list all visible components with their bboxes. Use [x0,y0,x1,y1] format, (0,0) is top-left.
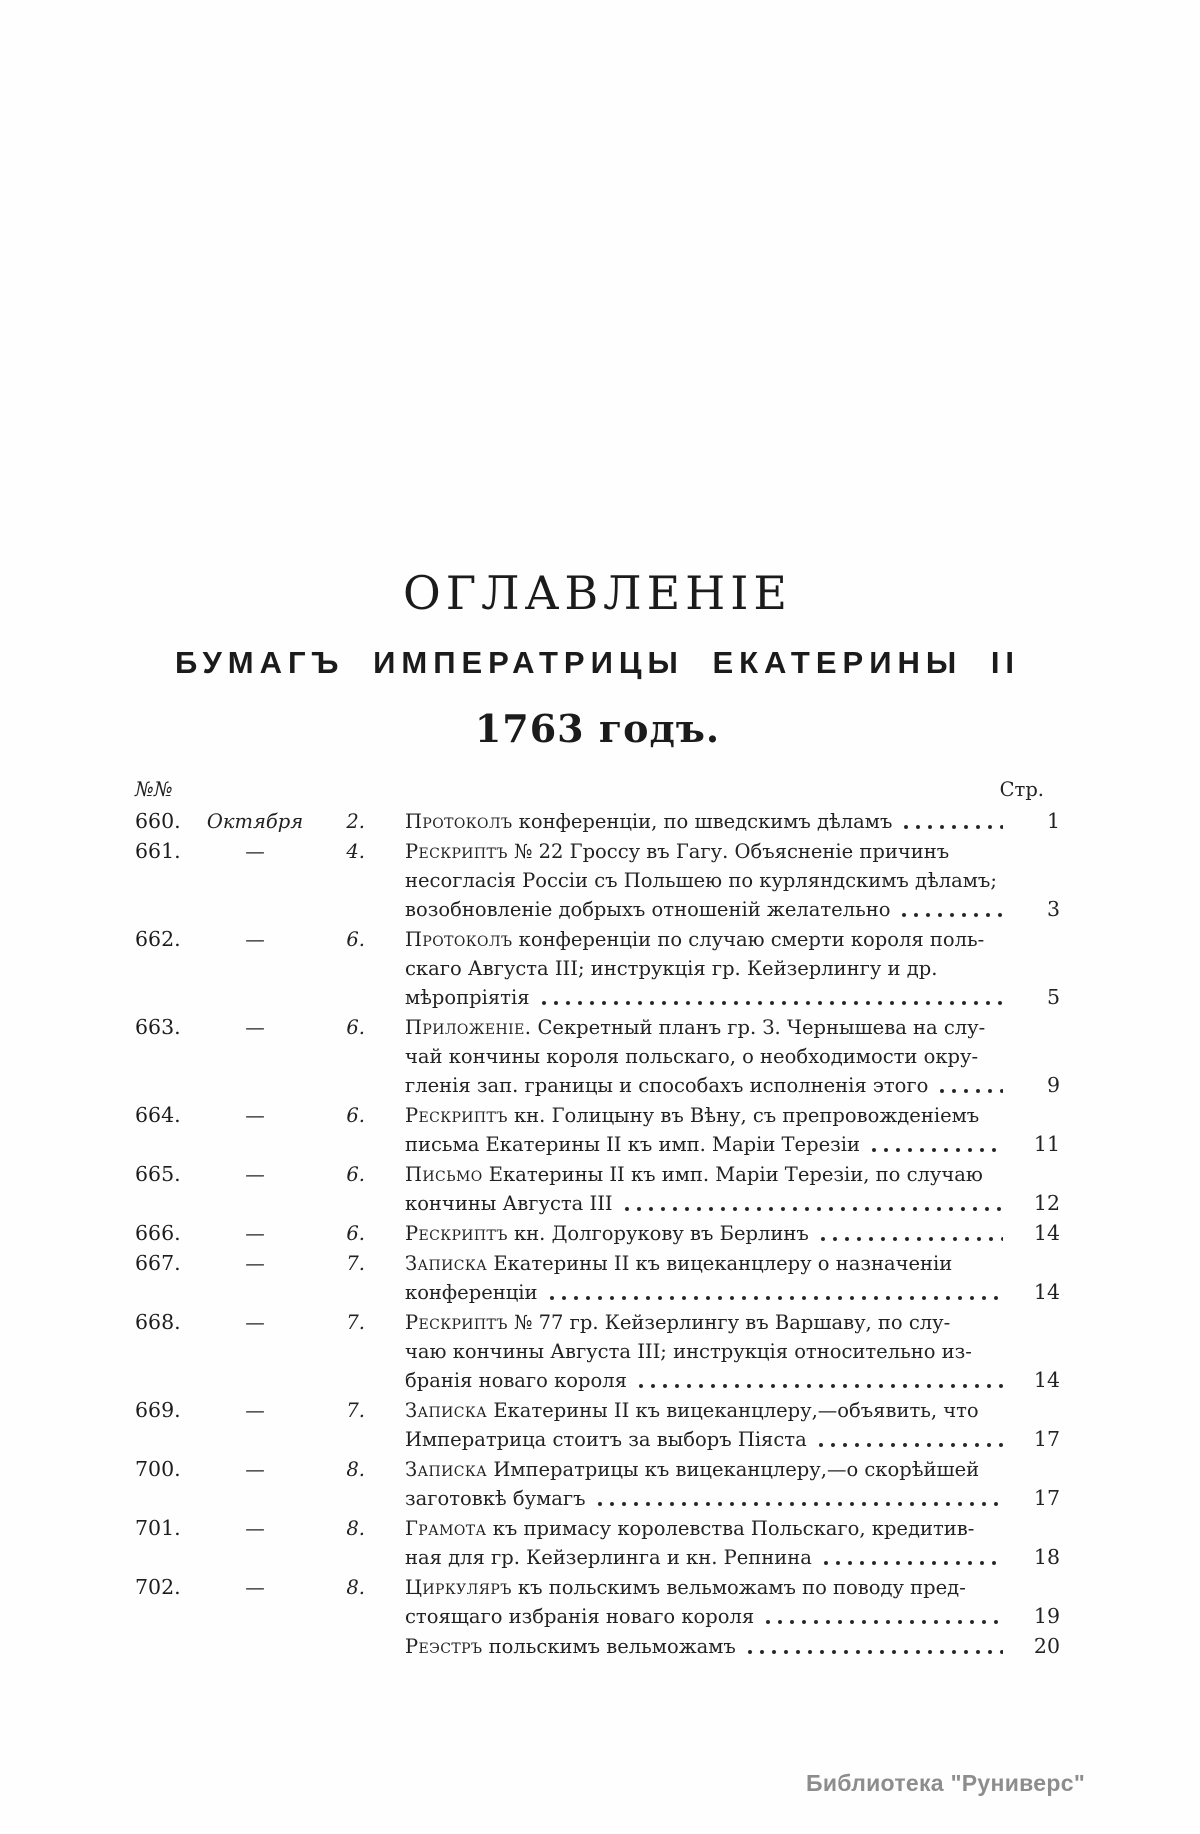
entry-text: кн. Долгорукову въ Берлинъ [507,1222,809,1245]
col-page-header: Стр. [999,778,1044,801]
entry-text: Императрицы къ вицеканцлеру,—о скорѣйшей [487,1458,980,1481]
entry-lead-word: Реэстръ [405,1635,483,1658]
entry-day: 6. [346,928,365,951]
entry-month: — [245,928,265,951]
entry-day: 7. [346,1399,365,1422]
entry-line-text: заготовкѣ бумагъ [405,1487,586,1510]
dot-leader [619,1189,1003,1218]
toc-entry [135,1160,1060,1218]
entry-line: чай кончины короля польскаго, о необходимости окру- [405,1045,979,1068]
dot-leader [934,1071,1003,1100]
entry-description [405,1013,1005,1100]
entry-page: 17 [1033,1486,1060,1510]
entry-line [405,1189,1005,1218]
entry-lead-word: Протоколъ [405,810,513,833]
dot-leader [866,1130,1003,1159]
entry-line [405,1308,1005,1337]
toc-entry [135,1455,1060,1513]
entry-line [405,1396,1005,1425]
entry-line [405,1366,1005,1395]
entry-text: Екатерины II къ имп. Маріи Терезіи, по случаю [482,1163,983,1186]
entry-description [405,807,1005,836]
entry-line [405,1573,1005,1602]
entry-page: 19 [1033,1604,1060,1628]
entry-line-text: Императрица стоитъ за выборъ Піяста [405,1428,807,1451]
entry-number: 665. [135,1162,181,1186]
entry-lead-word: Грамота [405,1517,487,1540]
entry-line: скаго Августа III; инструкція гр. Кейзерлингу и др. [405,957,938,980]
entry-line-text [405,1632,736,1661]
entry-page: 14 [1033,1280,1060,1304]
entry-lead-word: Записка [405,1252,488,1275]
entry-month: — [245,1222,265,1245]
entry-number: 663. [135,1015,181,1039]
entry-description [405,1632,1005,1661]
entry-month: — [245,1311,265,1334]
entry-page: 3 [1046,897,1060,921]
dot-leader [633,1366,1003,1395]
entry-page: 5 [1046,985,1060,1009]
entry-line [405,1484,1005,1513]
entry-line-text [405,1219,809,1248]
page-subtitle: БУМАГЪ ИМПЕРАТРИЦЫ ЕКАТЕРИНЫ II [174,645,1021,680]
entry-number: 660. [135,809,181,833]
entry-page: 18 [1033,1545,1060,1569]
entry-month: — [245,1517,265,1540]
entry-line-text: письма Екатерины II къ имп. Маріи Терезіи [405,1133,860,1156]
entry-line [405,1160,1005,1189]
entry-day: 7. [346,1311,365,1334]
entry-text: польскимъ вельможамъ [482,1635,736,1658]
entry-month: — [245,1252,265,1275]
entry-line-text: стоящаго избранія новаго короля [405,1605,755,1628]
entry-day: 6. [346,1163,365,1186]
entry-lead-word: Рескриптъ [405,1104,508,1127]
toc-entry [135,1514,1060,1572]
library-watermark: Библиотека "Руниверс" [806,1770,1086,1796]
entry-description [405,1249,1005,1307]
dot-leader [898,807,1003,836]
entry-line [405,1101,1005,1130]
entry-line [405,1249,1005,1278]
entry-description [405,1396,1005,1454]
entry-line: несогласія Россіи съ Польшею по курляндскимъ дѣламъ; [405,869,997,892]
col-number-header: №№ [135,777,173,801]
entry-line-text: ная для гр. Кейзерлинга и кн. Репнина [405,1546,812,1569]
entry-description [405,1160,1005,1218]
entry-line [405,837,1005,866]
entry-page: 14 [1033,1368,1060,1392]
toc-entry [135,1396,1060,1454]
entry-page: 12 [1033,1191,1060,1215]
entry-text: № 22 Гроссу въ Гагу. Объясненіе причинъ [507,840,950,863]
entry-line [405,1130,1005,1159]
entry-line-text: бранія новаго короля [405,1369,627,1392]
entry-text: къ примасу королевства Польскаго, кредитив- [486,1517,975,1540]
entry-line-text: гленія зап. границы и способахъ исполненія этого [405,1074,929,1097]
entry-description [405,1455,1005,1513]
entry-line [405,1602,1005,1631]
entry-lead-word: Рескриптъ [405,840,508,863]
entry-text: конференціи по случаю смерти короля поль- [512,928,985,951]
entry-day: 6. [346,1222,365,1245]
entry-description [405,925,1005,1012]
entry-page: 20 [1033,1634,1060,1658]
entry-text: № 77 гр. Кейзерлингу въ Варшаву, по слу- [507,1311,951,1334]
entry-day: 4. [346,840,365,863]
entry-line [405,1071,1005,1100]
entry-lead-word: Записка [405,1399,488,1422]
entry-month: — [245,840,265,863]
dot-leader [760,1602,1003,1631]
entry-description [405,1219,1005,1248]
entry-line-text: кончины Августа III [405,1192,613,1215]
entry-line [405,983,1005,1012]
entry-line [405,895,1005,924]
entry-month: — [245,1104,265,1127]
entry-line-text: возобновленіе добрыхъ отношеній желательно [405,898,891,921]
entry-day: 6. [346,1104,365,1127]
entry-day: 8. [346,1458,365,1481]
entry-number: 666. [135,1221,181,1245]
entry-month: Октября [206,810,304,833]
entry-day: 7. [346,1252,365,1275]
toc-entry [135,1101,1060,1159]
entry-number: 669. [135,1398,181,1422]
entry-lead-word: Приложеніе. [405,1016,532,1039]
toc-entry [135,925,1060,1012]
entry-lead-word: Рескриптъ [405,1222,508,1245]
toc-entry [135,1219,1060,1248]
entry-lead-word: Протоколъ [405,928,513,951]
toc-entry [135,807,1060,836]
entry-number: 661. [135,839,181,863]
toc-header-row [135,775,1060,804]
entry-description [405,1573,1005,1631]
entry-text: къ польскимъ вельможамъ по поводу пред- [511,1576,966,1599]
entry-day: 8. [346,1576,365,1599]
entry-day: 8. [346,1517,365,1540]
entry-line [405,1514,1005,1543]
entry-line-text [405,807,892,836]
entry-number: 700. [135,1457,181,1481]
entry-line-text: конференціи [405,1281,538,1304]
entry-lead-word: Рескриптъ [405,1311,508,1334]
entry-number: 664. [135,1103,181,1127]
entry-lead-word: Записка [405,1458,488,1481]
entry-line: чаю кончины Августа III; инструкція относительно из- [405,1340,972,1363]
entry-text: кн. Голицыну въ Вѣну, съ препровожденіемъ [507,1104,980,1127]
entry-page: 14 [1033,1221,1060,1245]
entry-line [405,925,1005,954]
entry-line [405,1543,1005,1572]
entry-line [405,1278,1005,1307]
toc-entry [135,1013,1060,1100]
entry-day: 6. [346,1016,365,1039]
toc-entry [135,837,1060,924]
entry-month: — [245,1399,265,1422]
entry-description [405,1101,1005,1159]
dot-leader [896,895,1003,924]
entry-line [405,1425,1005,1454]
entry-line [405,1632,1005,1661]
entry-line [405,1219,1005,1248]
toc-entry [135,1308,1060,1395]
dot-leader [813,1425,1003,1454]
dot-leader [742,1632,1003,1661]
year-heading: 1763 годъ. [474,706,721,751]
entry-description [405,1308,1005,1395]
entry-month: — [245,1576,265,1599]
toc-entry [135,1249,1060,1307]
entry-line [405,807,1005,836]
entry-text: Екатерины II къ вицеканцлеру,—объявить, что [487,1399,979,1422]
entry-description [405,837,1005,924]
entry-number: 668. [135,1310,181,1334]
entry-line [405,1013,1005,1042]
toc-table [135,775,1060,1662]
entry-line [405,1455,1005,1484]
entry-text: конференціи, по шведскимъ дѣламъ [512,810,893,833]
entry-number: 662. [135,927,181,951]
entry-number: 701. [135,1516,181,1540]
entry-page: 1 [1046,809,1060,833]
entry-page: 9 [1046,1073,1060,1097]
entry-line-text: мѣропріятія [405,986,530,1009]
entry-lead-word: Циркуляръ [405,1576,512,1599]
entry-day: 2. [346,810,365,833]
dot-leader [818,1543,1003,1572]
entry-month: — [245,1458,265,1481]
entry-text: Екатерины II къ вицеканцлеру о назначеніи [487,1252,953,1275]
toc-entry [135,1573,1060,1631]
entry-number: 667. [135,1251,181,1275]
dot-leader [592,1484,1004,1513]
entry-month: — [245,1016,265,1039]
entry-text: Секретный планъ гр. З. Чернышева на слу- [531,1016,986,1039]
header-spacer [200,775,972,804]
entry-page: 11 [1033,1132,1060,1156]
entry-lead-word: Письмо [405,1163,483,1186]
dot-leader [544,1278,1003,1307]
dot-leader [536,983,1004,1012]
dot-leader [815,1219,1003,1248]
entry-number: 702. [135,1575,181,1599]
toc-entry [135,1632,1060,1661]
entry-month: — [245,1163,265,1186]
page-title: ОГЛАВЛЕНІЕ [402,566,793,620]
entry-page: 17 [1033,1427,1060,1451]
entry-description [405,1514,1005,1572]
